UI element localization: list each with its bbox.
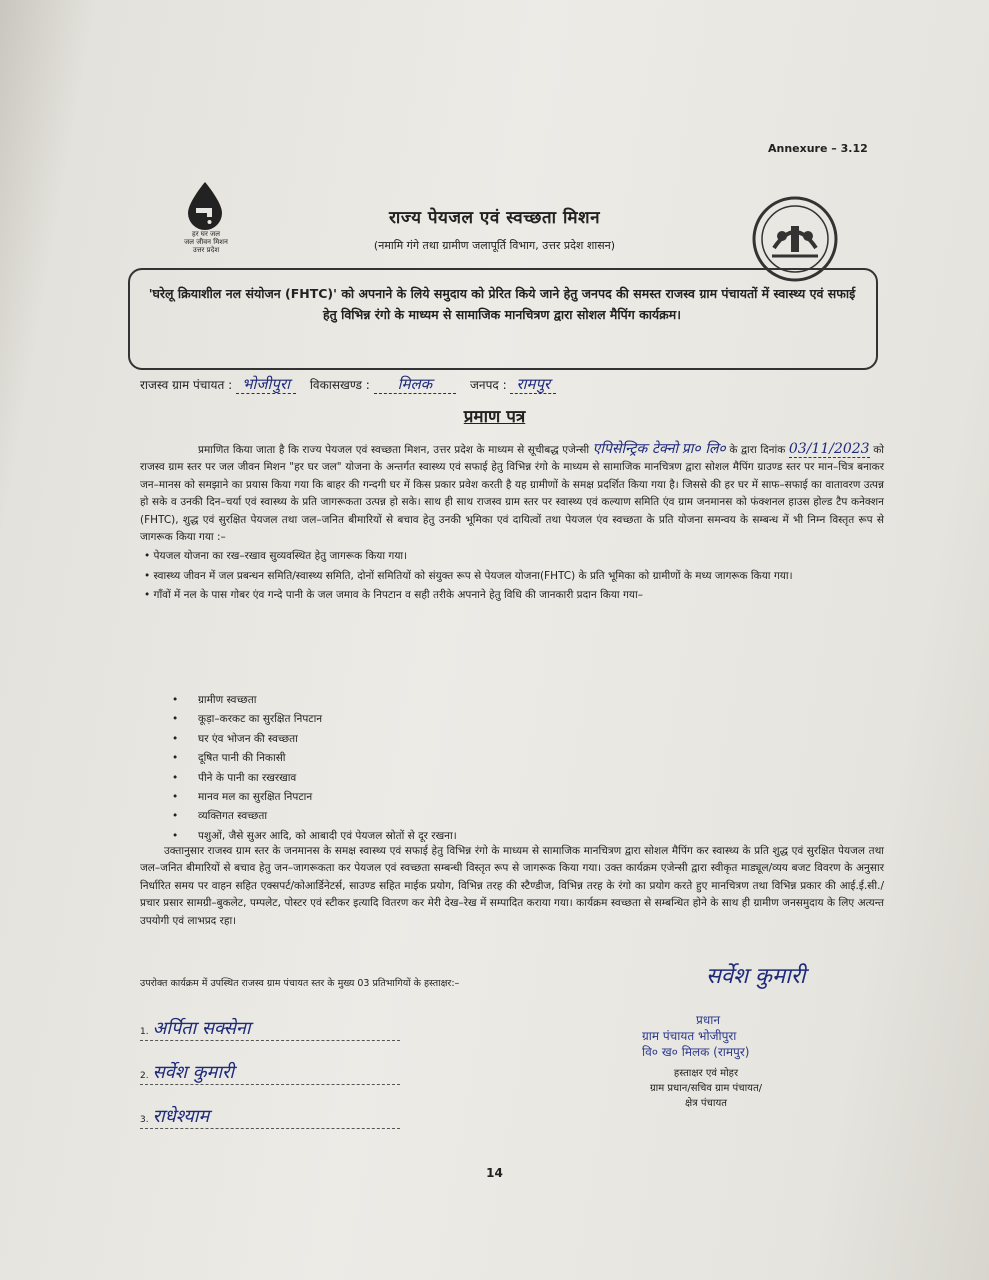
logo-caption-text: हर घर जल जल जीवन मिशन उत्तर प्रदेश: [184, 230, 228, 254]
bullet-1: • पेयजल योजना का रख–रखाव सुव्यवस्थित हेतु जागरूक किया गया।: [144, 550, 408, 563]
agency-name: एपिसेन्ट्रिक टेक्नो: [592, 441, 679, 457]
signatory-3: [140, 1104, 400, 1129]
vikaskhand-label: विकासखण्ड :: [309, 378, 370, 392]
closing-paragraph: [140, 843, 884, 930]
intro-paragraph: [140, 441, 884, 546]
certificate-heading: प्रमाण पत्र: [463, 407, 526, 427]
signatories-note: उपरोक्त कार्यक्रम में उपस्थित राजस्व ग्राम पंचायत स्तर के मुख्य 03 प्रतिभागियों के हस्ताक्षर:–: [140, 978, 460, 989]
office-line: ग्राम प्रधान/सचिव ग्राम पंचायत/: [649, 1083, 763, 1094]
list-item: • घर एंव भोजन की स्वच्छता: [172, 732, 298, 745]
signatory-signature: राधेश्याम: [152, 1106, 210, 1127]
vikaskhand-value: मिलक: [374, 375, 457, 394]
list-item-text: कूड़ा–करकट का सुरक्षित निपटान: [198, 713, 323, 726]
list-item: • मानव मल का सुरक्षित निपटान: [172, 791, 313, 804]
list-item: • कूड़ा–करकट का सुरक्षित निपटान: [172, 713, 323, 726]
sub-bullet-list: [170, 691, 870, 846]
gram-panchayat-label: राजस्व ग्राम पंचायत :: [140, 378, 233, 392]
intro-text-3: को राजस्व ग्राम स्तर पर जल जीवन मिशन "हर घर जल" योजना के अन्तर्गत स्वास्थ्य एवं सफाई हेतु विभिन्न रंगो के माध्यम से सामाजिक मानचित्रण द्वारा सोशल मैपिंग ग्राउण्ड स्तर पर मान–चित्र बनाकर जन–मानस को समझाने का प्रयास किया गया कि बाहर की गन्दगी घर में किस प्रकार प्रवेश करती है यह ग्रामीणों के समक्ष प्रदर्शित किया गया है। जिससे की हर घर में साफ–सफाई का वातावरण उत्पन्न हो सके व उनकी दिन–चर्या एवं स्वास्थ्य के प्रति जागरूकता उत्पन्न हो सके। साथ ही साथ राजस्व ग्राम स्तर पर स्वास्थ्य एवं कल्याण समिति एंव ग्राम जनमानस को फंक्शनल हाउस होल्ड टैप कनेक्शन (FHTC), शुद्ध एवं सुरक्षित पेयजल तथा जल–जनित बीमारियों से बचाव हेतु उनकी भूमिका एवं दायित्वों तथा पेयजल एंव स्वच्छता के प्रति योजना समन्वय के सम्बन्ध में भी निम्न विस्तृत रूप से जागरूक किया गया :–: [140, 444, 884, 544]
list-item-text: पीने के पानी का रखरखाव: [198, 771, 297, 784]
intro-text-1: प्रमाणित किया जाता है कि राज्य पेयजल एवं स्वच्छता मिशन, उत्तर प्रदेश के माध्यम से सूचीबद्ध एजेन्सी: [198, 444, 590, 456]
signatory-number: 2.: [140, 1071, 149, 1081]
signatory-1: [140, 1016, 400, 1041]
list-item-text: मानव मल का सुरक्षित निपटान: [198, 791, 313, 804]
list-item-text: व्यक्तिगत स्वच्छता: [198, 810, 268, 823]
office-designation: [596, 1066, 816, 1111]
location-fields: [140, 374, 860, 394]
list-item: • व्यक्तिगत स्वच्छता: [172, 810, 268, 823]
bullet-2-text: स्वास्थ्य जीवन में जल प्रबन्धन समिति/स्वास्थ्य समिति, दोनों समितियों को संयुक्त रूप से पेयजल योजना(FHTC) के प्रति भूमिका को ग्रामीणों के मध्य जागरूक किया गया।: [153, 569, 793, 582]
intro-text-2: के द्वारा दिनांक: [729, 444, 786, 456]
list-item-text: दूषित पानी की निकासी: [198, 752, 286, 765]
signatory-number: 1.: [140, 1027, 149, 1037]
mission-subtitle: (नमामि गंगे तथा ग्रामीण जलापूर्ति विभाग, उत्तर प्रदेश शासन): [373, 239, 616, 252]
bullet-3: • गाँवों में नल के पास गोबर एंव गन्दे पानी के जल जमाव के निपटान व सही तरीके अपनाने हेतु विधि की जानकारी प्रदान किया गया–: [144, 589, 643, 602]
program-date: 03/11/2023: [788, 441, 870, 457]
stamp-line: ग्राम पंचायत भोजीपुरा: [642, 1029, 737, 1043]
janpad-value: रामपुर: [510, 375, 556, 394]
signatory-2: [140, 1060, 400, 1085]
janpad-label: जनपद :: [470, 378, 507, 392]
gram-panchayat-value: भोजीपुरा: [236, 375, 296, 394]
agency-suffix: प्रा० लि०: [681, 441, 726, 457]
list-item: • ग्रामीण स्वच्छता: [172, 694, 257, 706]
signatory-signature: सर्वेश कुमारी: [152, 1062, 235, 1083]
mission-title: राज्य पेयजल एवं स्वच्छता मिशन: [388, 208, 601, 228]
list-item-text: घर एंव भोजन की स्वच्छता: [198, 732, 298, 745]
office-line: हस्ताक्षर एवं मोहर: [673, 1068, 739, 1079]
page-number: 14: [486, 1166, 503, 1180]
list-item: • पशुओं, जैसे सुअर आदि, को आबादी एवं पेयजल स्रोतों से दूर रखना।: [172, 829, 457, 842]
program-title-text: 'घरेलू क्रियाशील नल संयोजन (FHTC)' को अपनाने के लिये समुदाय को प्रेरित किये जाने हेतु जनपद की समस्त राजस्व ग्राम पंचायतों में स्वास्थ्य एवं सफाई हेतु विभिन्न रंगो के माध्यम से सामाजिक मानचित्रण द्वारा सोशल मैपिंग कार्यक्रम।: [148, 286, 856, 322]
pradhan-signature: सर्वेश कुमारी: [706, 964, 806, 989]
pradhan-stamp: [586, 1012, 826, 1060]
signatory-signature: अर्पिता सक्सेना: [152, 1018, 251, 1039]
list-item: • पीने के पानी का रखरखाव: [172, 771, 297, 784]
stamp-line: प्रधान: [696, 1013, 720, 1027]
bullet-2: • स्वास्थ्य जीवन में जल प्रबन्धन समिति/स्वास्थ्य समिति, दोनों समितियों को संयुक्त रूप से पेयजल योजना(FHTC) के प्रति भूमिका को ग्रामीणों के मध्य जागरूक किया गया।: [144, 569, 793, 582]
list-item-text: ग्रामीण स्वच्छता: [198, 694, 257, 706]
bullet-3-text: गाँवों में नल के पास गोबर एंव गन्दे पानी के जल जमाव के निपटान व सही तरीके अपनाने हेतु विधि की जानकारी प्रदान किया गया–: [153, 589, 643, 602]
closing-paragraph-text: उक्तानुसार राजस्व ग्राम स्तर के जनमानस के समक्ष स्वास्थ्य एवं सफाई हेतु विभिन्न रंगो के माध्यम से सामाजिक मानचित्रण द्वारा सोशल मैपिंग कर स्वास्थ्य के प्रति शुद्ध एवं सुरक्षित पेयजल तथा जल–जनित बीमारियों से बचाव हेतु जन–जागरूकता कर पेयजल एवं स्वच्छता सम्बन्धी विस्तृत रूप से जागरूक किया गया। उक्त कार्यक्रम एजेन्सी द्वारा स्वीकृत माड्यूल/व्यय बजट विवरण के अनुसार निर्धारित समय पर वाहन सहित एक्सपर्ट/कोआर्डिनेटर्स, साउण्ड सहित माईक प्रयोग, विभिन्न तरह की स्टैण्डीज, विभिन्न तरह के रंगो का प्रयोग करते हुए मानचित्रण तथा विभिन्न प्रकार की आई.ई.सी./प्रचार प्रसार सामग्री–बुकलेट, पम्पलेट, पोस्टर एवं स्टीकर इत्यादि वितरण कर मेरी देख–रेख में सम्पादित कराया गया। कार्यक्रम स्वच्छता से सम्बन्धित होने के साथ ही ग्रामीण जनसमुदाय के लिए अत्यन्त उपयोगी एवं लाभप्रद रहा।: [140, 845, 884, 927]
stamp-line: वि० ख० मिलक (रामपुर): [642, 1045, 750, 1059]
list-item: • दूषित पानी की निकासी: [172, 752, 286, 765]
certificate-body: [140, 441, 884, 605]
list-item-text: पशुओं, जैसे सुअर आदि, को आबादी एवं पेयजल स्रोतों से दूर रखना।: [198, 829, 457, 842]
signatory-number: 3.: [140, 1115, 149, 1125]
office-line: क्षेत्र पंचायत: [685, 1098, 727, 1109]
bullet-1-text: पेयजल योजना का रख–रखाव सुव्यवस्थित हेतु जागरूक किया गया।: [153, 550, 408, 563]
annexure-label: Annexure – 3.12: [768, 142, 868, 155]
